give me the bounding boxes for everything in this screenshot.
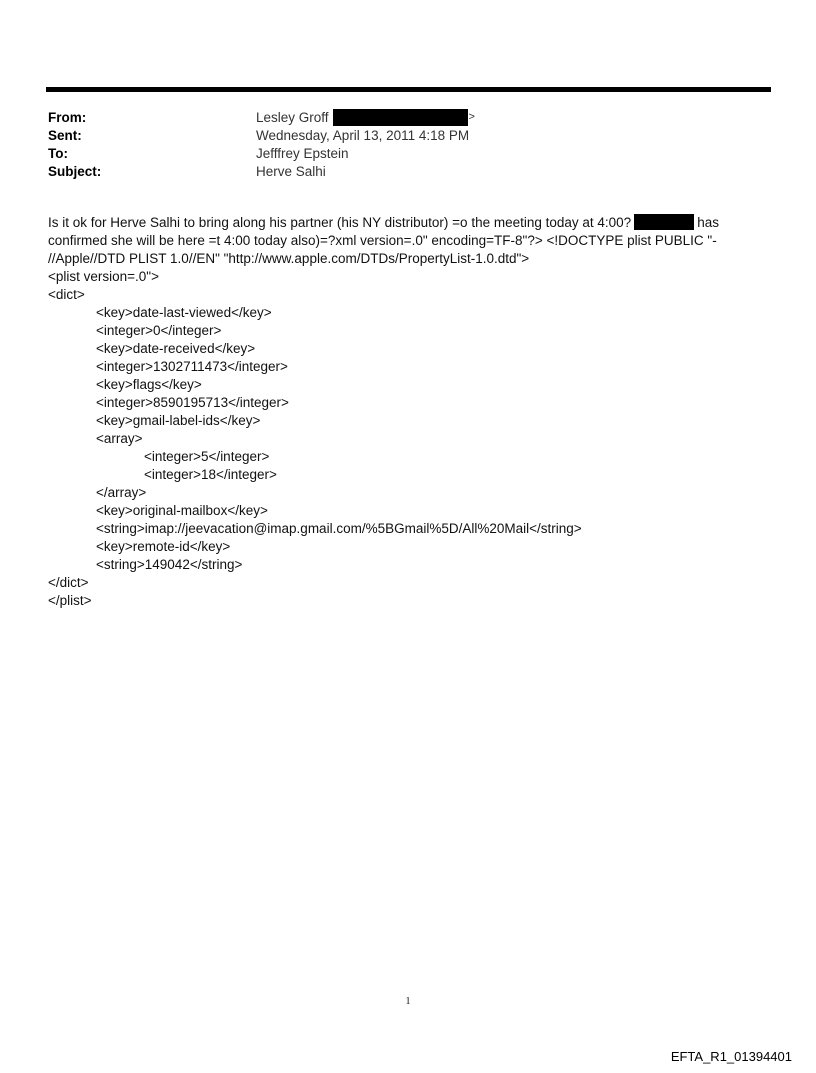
body-line: </plist> [48,593,92,608]
body-line: <key>date-received</key> [96,341,256,356]
sent-label: Sent: [48,127,82,143]
body-line: <key>original-mailbox</key> [96,503,268,518]
email-header [48,108,748,180]
body-line: confirmed she will be here =t 4:00 today also)=?xml version=.0" encoding=TF-8"?> <!DOCTYPE plist PUBLIC "- [48,233,717,248]
body-line: </dict> [48,575,89,590]
body-line: </array> [96,485,147,500]
body-line: <key>gmail-label-ids</key> [96,413,261,428]
subject-label: Subject: [48,163,102,179]
body-line: <string>149042</string> [96,557,243,572]
from-label: From: [48,109,87,125]
body-text: has [697,215,719,230]
body-line: <integer>1302711473</integer> [96,359,288,374]
body-line: //Apple//DTD PLIST 1.0//EN" "http://www.apple.com/DTDs/PropertyList-1.0.dtd"> [48,251,530,266]
sent-value: Wednesday, April 13, 2011 4:18 PM [256,127,470,143]
from-email-close: > [468,111,475,123]
page-number: 1 [405,996,411,1007]
subject-row [48,162,748,180]
redaction-block [634,214,694,230]
from-value: Lesley Groff [256,109,329,125]
body-text: Is it ok for Herve Salhi to bring along his partner (his NY distributor) =o the meeting today at 4:00? [48,215,632,230]
body-line: <integer>8590195713</integer> [96,395,289,410]
to-row [48,144,748,162]
from-row [48,108,748,126]
sent-row [48,126,748,144]
body-line: <key>flags</key> [96,377,202,392]
body-line: <integer>5</integer> [144,449,270,464]
to-label: To: [48,145,68,161]
redaction-block [333,109,468,126]
body-line: <key>remote-id</key> [96,539,231,554]
body-line: <plist version=.0"> [48,269,159,284]
body-line: <array> [96,431,143,446]
body-line: <integer>18</integer> [144,467,277,482]
body-line [48,214,748,232]
subject-value: Herve Salhi [256,163,326,179]
to-value: Jefffrey Epstein [256,145,349,161]
document-id: EFTA_R1_01394401 [670,1049,792,1064]
body-line: <integer>0</integer> [96,323,222,338]
body-line: <dict> [48,287,85,302]
header-rule [46,87,771,92]
body-line: <string>imap://jeevacation@imap.gmail.com/%5BGmail%5D/All%20Mail</string> [96,521,582,536]
body-line: <key>date-last-viewed</key> [96,305,272,320]
email-body [48,214,748,610]
